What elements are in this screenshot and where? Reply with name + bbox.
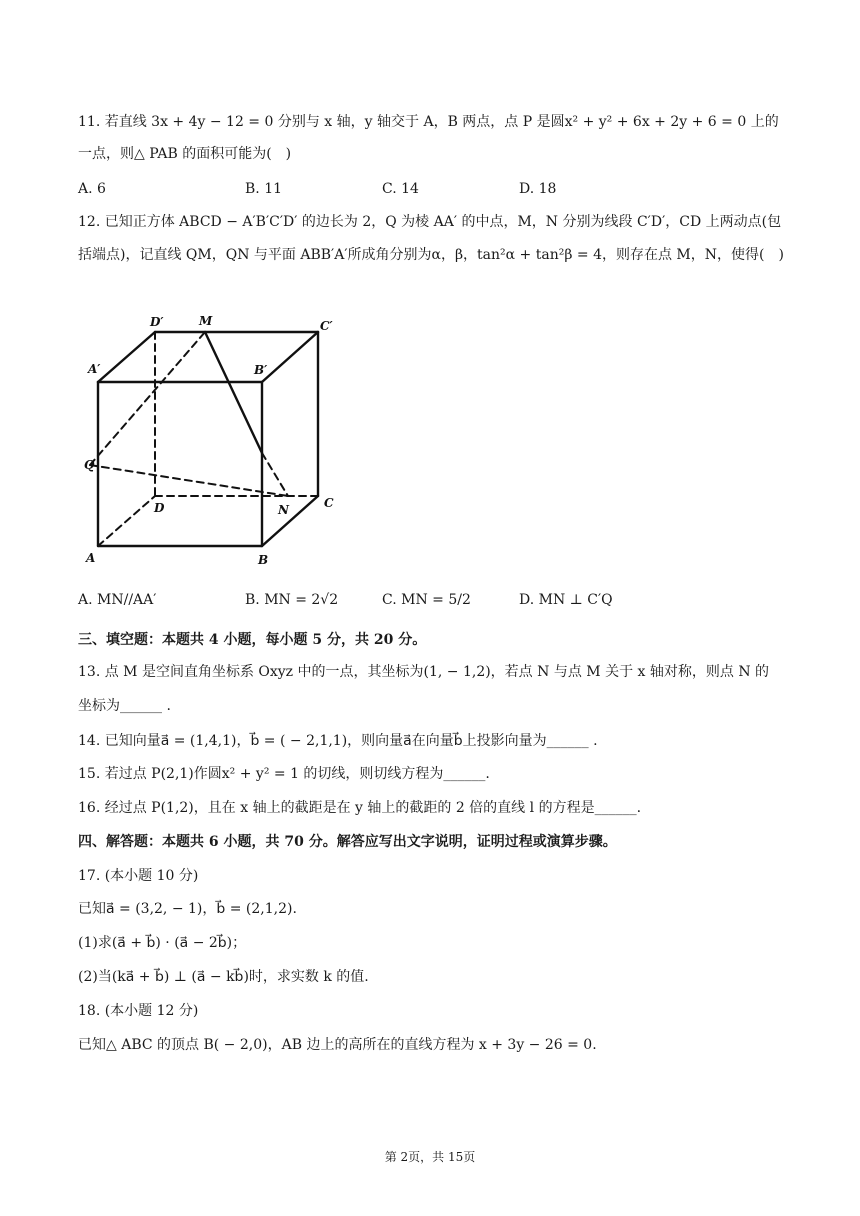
q12-line1: 12. 已知正方体 ABCD − A′B′C′D′ 的边长为 2，Q 为棱 AA′ 的中点，M，N 分别为线段 C′D′，CD 上两动点(包 [78, 214, 782, 230]
label-m: M [199, 314, 213, 328]
q11-option-c: C. 14 [382, 181, 419, 197]
label-q: Q [84, 458, 95, 472]
page-footer: 第 2页，共 15页 [384, 1150, 476, 1164]
q16-line: 16. 经过点 P(1,2)，且在 x 轴上的截距是在 y 轴上的截距的 2 倍的直线 l 的方程是______. [78, 800, 642, 816]
section-4-heading: 四、解答题：本题共 6 小题，共 70 分。解答应写出文字说明，证明过程或演算步骤。 [78, 834, 617, 850]
label-d: D [154, 501, 165, 515]
section-3-heading: 三、填空题：本题共 4 小题，每小题 5 分，共 20 分。 [78, 632, 427, 648]
edge-a1d1 [98, 332, 155, 382]
q17-header: 17. (本小题 10 分) [78, 868, 199, 884]
label-a1: A′ [88, 362, 101, 376]
q11-option-b: B. 11 [245, 181, 283, 197]
q18-given: 已知△ ABC 的顶点 B( − 2,0)，AB 边上的高所在的直线方程为 x + 3y − 26 = 0. [78, 1037, 597, 1053]
q11-option-d: D. 18 [519, 181, 557, 197]
q15-line: 15. 若过点 P(2,1)作圆x² + y² = 1 的切线，则切线方程为______. [78, 766, 490, 782]
label-a: A [86, 551, 96, 565]
q12-option-c: C. MN = 5/2 [382, 592, 471, 608]
segment-mn-hidden [262, 453, 288, 496]
q12-line2: 括端点)，记直线 QM，QN 与平面 ABB′A′所成角分别为α，β，tan²α + tan²β = 4，则存在点 M，N，使得( ) [78, 247, 784, 263]
segment-qn [90, 465, 288, 496]
q17-part2: (2)当(ka⃗ + b⃗) ⊥ (a⃗ − kb⃗)时，求实数 k 的值. [78, 969, 369, 985]
q12-option-d: D. MN ⊥ C′Q [519, 592, 613, 608]
q11-line2: 一点，则△ PAB 的面积可能为( ) [78, 146, 292, 162]
q11-line1: 11. 若直线 3x + 4y − 12 = 0 分别与 x 轴，y 轴交于 A，B 两点，点 P 是圆x² + y² + 6x + 2y + 6 = 0 上的 [78, 114, 779, 130]
q17-part1: (1)求(a⃗ + b⃗) · (a⃗ − 2b⃗)； [78, 935, 247, 951]
q17-given: 已知a⃗ = (3,2, − 1)，b⃗ = (2,1,2). [78, 901, 297, 917]
q12-option-b: B. MN = 2√2 [245, 592, 339, 608]
label-b: B [258, 553, 269, 567]
cube-figure [80, 310, 340, 570]
label-d1: D′ [150, 315, 164, 329]
segment-qm [90, 332, 205, 465]
edge-bc [262, 496, 318, 546]
label-c: C [324, 496, 334, 510]
q13-line2: 坐标为______ . [78, 698, 171, 714]
q12-option-a: A. MN//AA′ [78, 592, 157, 608]
label-b1: B′ [254, 363, 268, 377]
segment-mn-visible [205, 332, 262, 453]
edge-b1c1 [262, 332, 318, 382]
edge-ad-hidden [98, 496, 155, 546]
q13-line1: 13. 点 M 是空间直角坐标系 Oxyz 中的一点，其坐标为(1, − 1,2)，若点 N 与点 M 关于 x 轴对称，则点 N 的 [78, 664, 770, 680]
q18-header: 18. (本小题 12 分) [78, 1003, 199, 1019]
label-c1: C′ [320, 319, 333, 333]
q14-line: 14. 已知向量a⃗ = (1,4,1)，b⃗ = ( − 2,1,1)，则向量a⃗在向量b⃗上投影向量为______ . [78, 733, 598, 749]
q11-option-a: A. 6 [78, 181, 106, 197]
label-n: N [278, 503, 289, 517]
